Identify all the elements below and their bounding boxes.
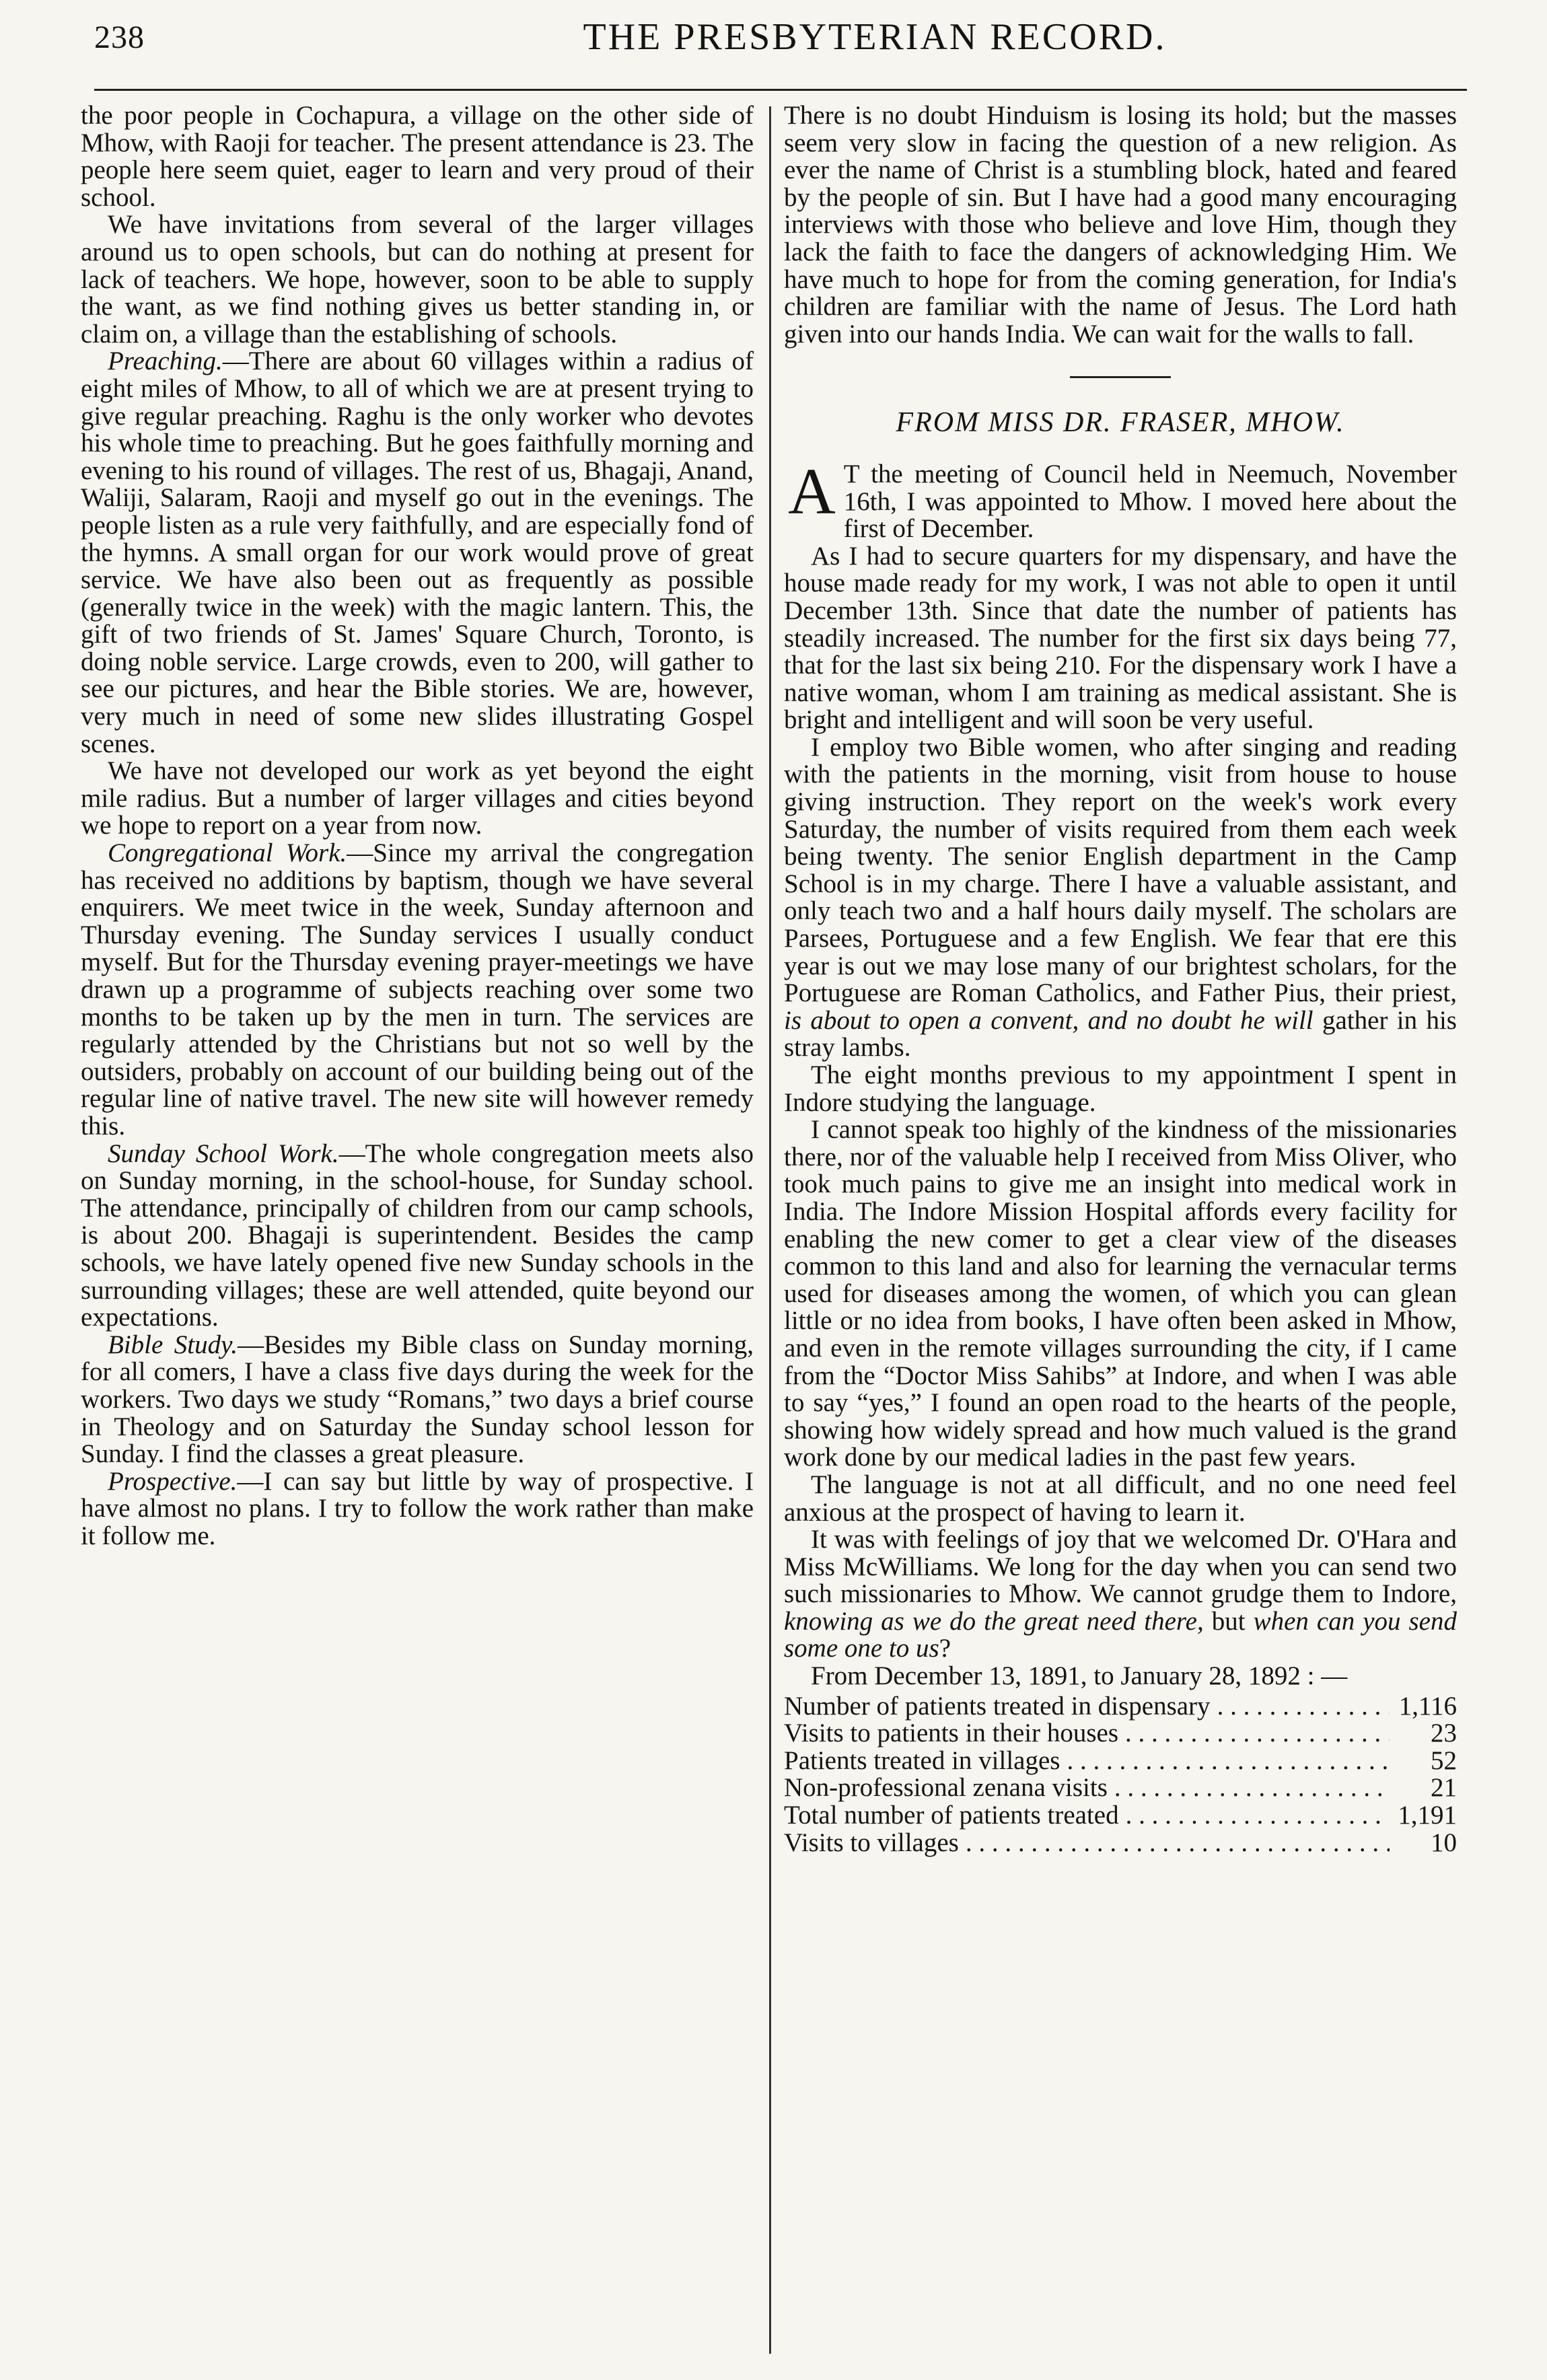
italic-phrase: knowing as we do the great need there, bbox=[784, 1606, 1204, 1636]
paragraph: I cannot speak too highly of the kindness of the missionaries there, nor of the valuable help I received from Miss Oliver, who took much pains to give me an insight into medical work in India. The Indore Mission Hospital affords every facility for enabling the new comer to get a clear view of the diseases common to this land and also for learning the vernacular terms used for diseases among the women, of which you can glean little or no idea from books, I have often been asked in Mhow, and even in the remote villages surrounding the city, if I came from the “Doctor Miss Sahibs” at Indore, and when I was able to say “yes,” I found an open road to the hearts of the people, showing how widely spread and how much valued is the grand work done by our medical ladies in the past few years. bbox=[784, 1115, 1457, 1472]
stat-label: Number of patients treated in dispensary bbox=[784, 1691, 1211, 1721]
header-rule bbox=[94, 89, 1467, 91]
paragraph: The language is not at all difficult, and no one need feel anxious at the prospect of having to learn it. bbox=[784, 1470, 1457, 1527]
stat-value: 21 bbox=[1431, 1773, 1457, 1803]
stat-value: 52 bbox=[1431, 1745, 1457, 1775]
drop-cap: A bbox=[788, 455, 836, 528]
left-column bbox=[81, 102, 754, 1550]
leader-dots bbox=[1126, 1802, 1390, 1830]
paragraph: The eight months previous to my appointment I spent in Indore studying the language. bbox=[784, 1060, 1457, 1117]
paragraph: the poor people in Cochapura, a village on the other side of Mhow, with Raoji for teacher. The present attendance is 23. The people here seem quiet, eager to learn and very proud of their school. bbox=[81, 101, 754, 212]
statistics-table bbox=[784, 1693, 1457, 1857]
italic-phrase: when can you send some one to us bbox=[784, 1606, 1457, 1663]
stat-value: 10 bbox=[1431, 1828, 1457, 1857]
paragraph-body: —The whole congregation meets also on Sunday morning, in the school-house, for Sunday school. The attendance, principally of children from our camp schools, is about 200. Bhagaji is superintendent. Besides the camp schools, we have lately opened five new Sunday schools in the surrounding villages; these are well attended, quite beyond our expectations. bbox=[81, 1139, 754, 1332]
stats-intro: From December 13, 1891, to January 28, 1892 : — bbox=[811, 1661, 1348, 1691]
stat-row bbox=[784, 1802, 1457, 1830]
paragraph-lead: Congregational Work. bbox=[108, 838, 347, 868]
paragraph-body: gather in his stray lambs. bbox=[784, 1005, 1457, 1062]
leader-dots bbox=[1114, 1774, 1390, 1802]
stat-row bbox=[784, 1693, 1457, 1721]
section-title: FROM MISS DR. FRASER, MHOW. bbox=[896, 407, 1345, 439]
leader-dots bbox=[1125, 1720, 1390, 1747]
paragraph bbox=[81, 1468, 754, 1550]
stat-row bbox=[784, 1774, 1457, 1802]
paragraph-body: but bbox=[1203, 1606, 1254, 1636]
paragraph-body: ? bbox=[939, 1634, 951, 1663]
paragraph bbox=[81, 840, 754, 1141]
paragraph: We have invitations from several of the larger villages around us to open schools, but can do nothing at present for lack of teachers. We hope, however, soon to be able to supply the want, as we find nothing gives us better standing in, or claim on, a village than the establishing of schools. bbox=[81, 210, 754, 349]
paragraph bbox=[81, 348, 754, 758]
stat-value: 1,191 bbox=[1398, 1801, 1457, 1830]
running-title: THE PRESBYTERIAN RECORD. bbox=[583, 16, 1167, 58]
stat-value: 1,116 bbox=[1398, 1691, 1457, 1721]
paragraph: As I had to secure quarters for my dispensary, and have the house made ready for my work, I was not able to open it until December 13th. Since that date the number of patients has steadily increased. The number for the first six days being 77, that for the last six being 210. For the dispensary work I have a native woman, whom I am training as medical assistant. She is bright and intelligent and will soon be very useful. bbox=[784, 541, 1457, 735]
paragraph-lead: Preaching. bbox=[108, 347, 223, 376]
stat-row bbox=[784, 1747, 1457, 1775]
paragraph-body: —There are about 60 villages within a radius of eight miles of Mhow, to all of which we are at present trying to give regular preaching. Raghu is the only worker who devotes his whole time to preaching. But he goes faithfully morning and evening to his round of villages. The rest of us, Bhagaji, Anand, Waliji, Salaram, Raoji and myself go out in the evenings. The people listen as a rule very faithfully, and are especially fond of the hymns. A small organ for our work would prove of great service. We have also been out as frequently as possible (generally twice in the week) with the magic lantern. This, the gift of two friends of St. James' Square Church, Toronto, is doing noble service. Large crowds, even to 200, will gather to see our pictures, and hear the Bible stories. We are, however, very much in need of some new slides illustrating Gospel scenes. bbox=[81, 347, 754, 758]
page-header bbox=[94, 7, 1467, 67]
stat-row bbox=[784, 1830, 1457, 1857]
leader-dots bbox=[966, 1830, 1390, 1857]
paragraph-body: —I can say but little by way of prospective. I have almost no plans. I try to follow the work rather than make it follow me. bbox=[81, 1466, 754, 1550]
paragraph bbox=[784, 1526, 1457, 1663]
stat-label: Total number of patients treated bbox=[784, 1801, 1119, 1830]
paragraph-body: T the meeting of Council held in Neemuch, November 16th, I was appointed to Mhow. I moved here about the first of December. bbox=[843, 459, 1457, 544]
paragraph: There is no doubt Hinduism is losing its hold; but the masses seem very slow in facing the question of a new religion. As ever the name of Christ is a stumbling block, hated and feared by the people of sin. But I have had a good many encouraging interviews with those who believe and love Him, though they lack the faith to face the dangers of acknowledging Him. We have much to hope for from the coming generation, for India's children are familiar with the name of Jesus. The Lord hath given into our hands India. We can wait for the walls to fall. bbox=[784, 101, 1457, 349]
stat-value: 23 bbox=[1431, 1719, 1457, 1748]
column-divider bbox=[769, 106, 771, 2354]
stat-row bbox=[784, 1720, 1457, 1747]
paragraph-lead: Sunday School Work. bbox=[108, 1139, 339, 1168]
paragraph-lead: Prospective. bbox=[108, 1466, 238, 1496]
stat-label: Non-professional zenana visits bbox=[784, 1773, 1108, 1803]
paragraph bbox=[784, 455, 1457, 544]
right-column bbox=[784, 102, 1457, 1856]
leader-dots bbox=[1217, 1693, 1390, 1721]
paragraph-body: —Since my arrival the congregation has received no additions by baptism, though we have several enquirers. We meet twice in the week, Sunday afternoon and Thursday evening. The Sunday services I usually conduct myself. But for the Thursday evening prayer-meetings we have drawn up a programme of subjects reaching over some two months to be taken up by the men in turn. The services are regularly attended by the Christians but not so well by the outsiders, probably on account of our building being out of the regular line of native travel. The new site will however remedy this. bbox=[81, 838, 754, 1141]
stat-label: Patients treated in villages bbox=[784, 1745, 1060, 1775]
paragraph bbox=[81, 1141, 754, 1332]
section-divider bbox=[1070, 376, 1171, 378]
paragraph-body: It was with feelings of joy that we welcomed Dr. O'Hara and Miss McWilliams. We long for the day when you can send two such missionaries to Mhow. We cannot grudge them to Indore, bbox=[784, 1525, 1457, 1609]
leader-dots bbox=[1067, 1747, 1390, 1775]
paragraph bbox=[784, 734, 1457, 1062]
page-number: 238 bbox=[94, 19, 145, 55]
paragraph bbox=[81, 1332, 754, 1468]
paragraph-body: I employ two Bible women, who after singing and reading with the patients in the morning, visit from house to house giving instruction. They report on the week's work every Saturday, the number of visits required from them each week being twenty. The senior English department in the Camp School is in my charge. There I have a valuable assistant, and only teach two and a half hours daily myself. The scholars are Parsees, Portuguese and a few English. We fear that ere this year is out we may lose many of our brightest scholars, for the Portuguese are Roman Catholics, and Father Pius, their priest, bbox=[784, 732, 1457, 1008]
paragraph-body: —Besides my Bible class on Sunday morning, for all comers, I have a class five days during the week for the workers. Two days we study “Romans,” two days a brief course in Theology and on Saturday the Sunday school lesson for Sunday. I find the classes a great pleasure. bbox=[81, 1330, 754, 1469]
paragraph-lead: Bible Study. bbox=[108, 1330, 238, 1359]
italic-phrase: is about to open a convent, and no doubt he will bbox=[784, 1005, 1314, 1035]
stat-label: Visits to villages bbox=[784, 1828, 959, 1857]
stat-label: Visits to patients in their houses bbox=[784, 1719, 1119, 1748]
paragraph: We have not developed our work as yet beyond the eight mile radius. But a number of larger villages and cities beyond we hope to report on a year from now. bbox=[81, 756, 754, 840]
